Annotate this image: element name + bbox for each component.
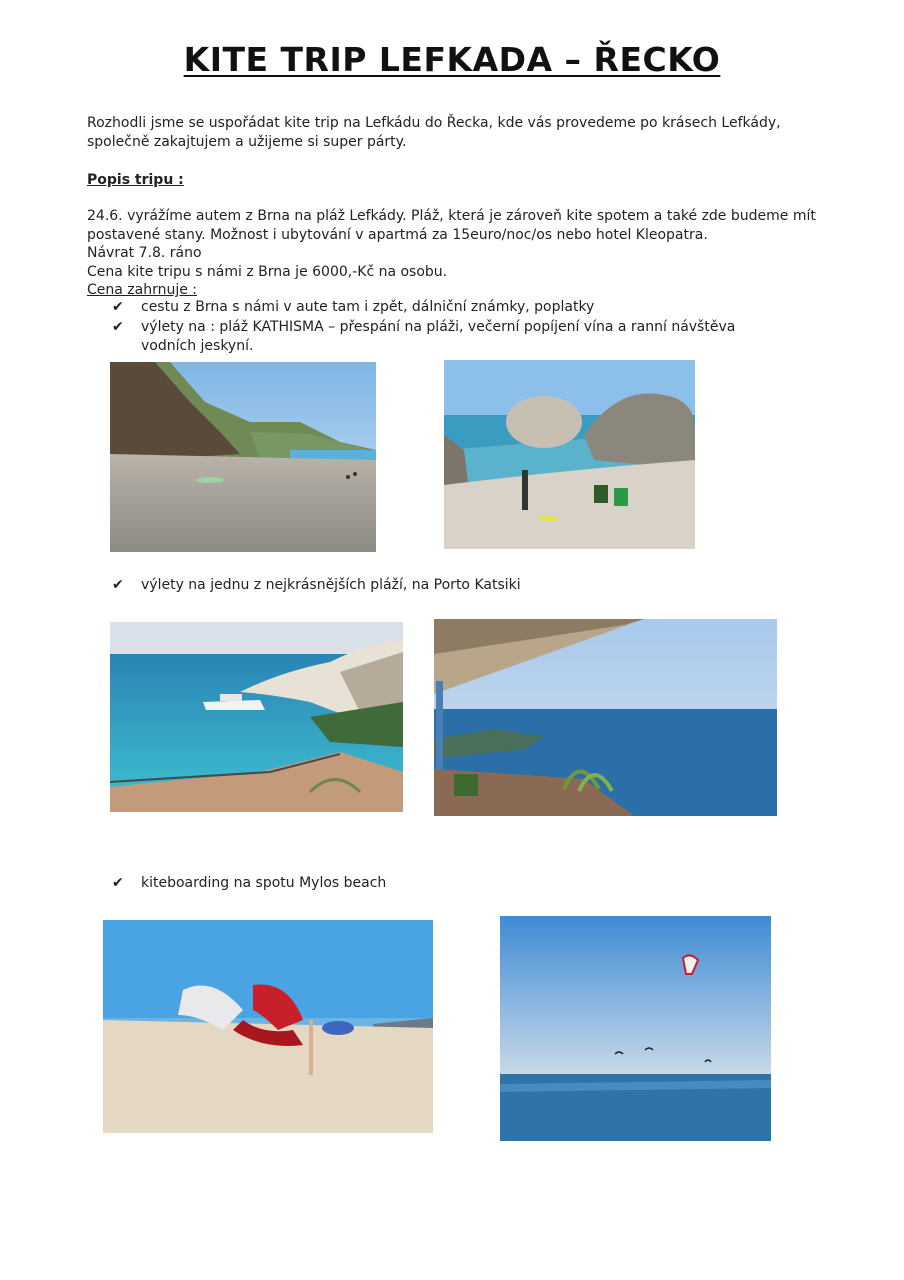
photo-mylos-kitesurfers — [500, 916, 771, 1141]
bullet-text: výlety na jednu z nejkrásnějších pláží, na Porto Katsiki — [141, 577, 521, 593]
trip-details — [87, 207, 827, 300]
photo-kathisma-rocks — [444, 360, 695, 549]
photo-porto-katsiki-bay — [110, 622, 403, 812]
checkmark-icon: ✔ — [112, 875, 124, 891]
checkmark-icon: ✔ — [112, 319, 124, 335]
bullet-text: výlety na : pláž KATHISMA – přespání na pláži, večerní popíjení vína a ranní návštěva vodních jeskyní. — [141, 319, 736, 354]
details-includes-label: Cena zahrnuje : — [87, 282, 198, 298]
section-heading: Popis tripu : — [87, 172, 184, 188]
bullet-text: cestu z Brna s námi v aute tam i zpět, dálniční známky, poplatky — [141, 299, 595, 315]
details-price: Cena kite tripu s námi z Brna je 6000,-Kč na osobu. — [87, 263, 448, 280]
photo-porto-katsiki-terrace — [434, 619, 777, 816]
checkmark-icon: ✔ — [112, 577, 124, 593]
bullet-text: kiteboarding na spotu Mylos beach — [141, 875, 387, 891]
intro-paragraph: Rozhodli jsme se uspořádat kite trip na Lefkádu do Řecka, kde vás provedeme po krásech Lefkády, společně zakajtujem a užijeme si super párty. — [87, 115, 781, 150]
checkmark-icon: ✔ — [112, 299, 124, 315]
details-departure: 24.6. vyrážíme autem z Brna na pláž Lefkády. Pláž, která je zároveň kite spotem a také zde budeme mít postavené stany. Možnost i ubytování v apartmá za 15euro/noc/os nebo hotel Kleopatra. — [87, 208, 816, 243]
photo-kathisma-beach — [110, 362, 376, 552]
details-return: Návrat 7.8. ráno — [87, 245, 202, 261]
photo-mylos-kite-on-beach — [103, 920, 433, 1133]
page-title: KITE TRIP LEFKADA – ŘECKO — [183, 40, 721, 79]
